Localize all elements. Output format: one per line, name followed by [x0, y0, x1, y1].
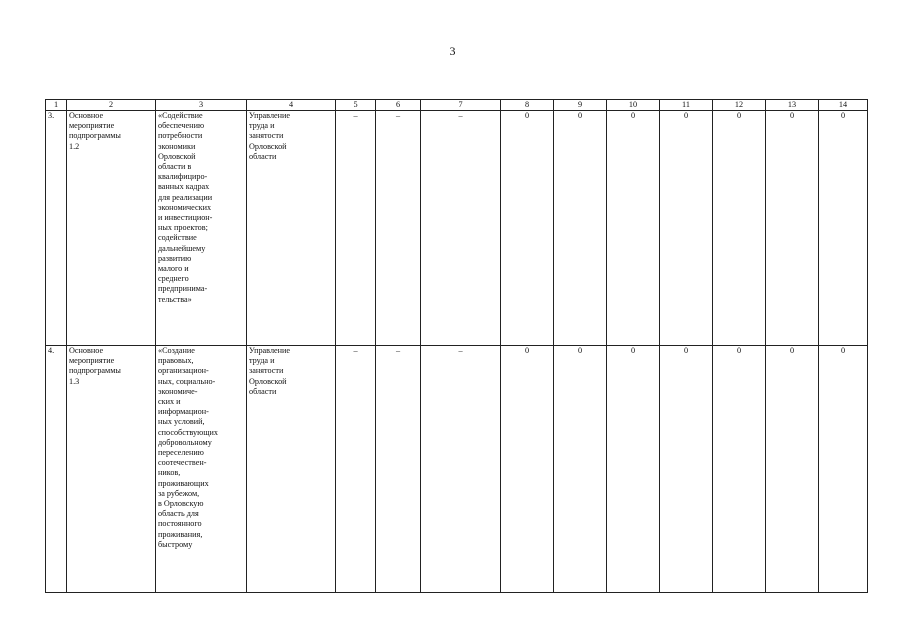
- cell-value-col-6: –: [376, 346, 421, 593]
- description-line: организацион-: [158, 366, 209, 376]
- description-line: области в: [158, 162, 192, 172]
- description-line: ных, социально-: [158, 376, 216, 386]
- column-header: 11: [660, 100, 713, 111]
- cell-description: [156, 346, 247, 593]
- activity-line: мероприятие: [69, 121, 115, 131]
- column-header: 1: [46, 100, 67, 111]
- description-line: обеспечению: [158, 121, 205, 131]
- description-line: «Создание: [158, 346, 195, 355]
- column-header: 3: [156, 100, 247, 111]
- description-line: переселению: [158, 448, 204, 458]
- description-line: проживающих: [158, 478, 209, 488]
- cell-value-col-13: 0: [766, 346, 819, 593]
- description-line: добровольному: [158, 437, 212, 447]
- description-line: за рубежом,: [158, 488, 200, 498]
- executor-line: Орловской: [249, 376, 287, 386]
- description-line: проживания,: [158, 529, 203, 539]
- activity-line: мероприятие: [69, 356, 115, 366]
- cell-value-col-14: 0: [819, 111, 868, 346]
- executor-line: области: [249, 386, 277, 396]
- description-line: развитию: [158, 253, 192, 263]
- column-header: 14: [819, 100, 868, 111]
- activity-line: Основное: [69, 346, 104, 355]
- row-number: 3.: [46, 111, 67, 346]
- description-line: дальнейшему: [158, 243, 206, 253]
- table-header-row: [46, 100, 868, 111]
- description-line: среднего: [158, 274, 189, 284]
- cell-value-col-8: 0: [501, 111, 554, 346]
- description-line: и инвестицион-: [158, 213, 213, 223]
- cell-executor: [247, 346, 336, 593]
- cell-value-col-5: –: [336, 111, 376, 346]
- description-line: экономических: [158, 202, 212, 212]
- description-line: «Содействие: [158, 111, 203, 120]
- executor-line: труда и: [249, 356, 275, 366]
- description-line: в Орловскую: [158, 499, 204, 509]
- description-line: информацион-: [158, 407, 209, 417]
- activity-line: 1.2: [69, 141, 80, 151]
- executor-line: Управление: [249, 346, 291, 355]
- executor-line: Управление: [249, 111, 291, 120]
- executor-line: занятости: [249, 366, 284, 376]
- description-line: постоянного: [158, 519, 202, 529]
- description-line: способствующих: [158, 427, 218, 437]
- cell-value-col-10: 0: [607, 111, 660, 346]
- activity-line: подпрограммы: [69, 131, 121, 141]
- cell-value-col-9: 0: [554, 346, 607, 593]
- description-line: быстрому: [158, 539, 193, 549]
- description-line: область для: [158, 509, 199, 519]
- column-header: 9: [554, 100, 607, 111]
- cell-value-col-10: 0: [607, 346, 660, 593]
- cell-value-col-6: –: [376, 111, 421, 346]
- description-line: предпринима-: [158, 284, 208, 294]
- cell-value-col-7: –: [421, 111, 501, 346]
- description-line: Орловской: [158, 151, 196, 161]
- activity-line: Основное: [69, 111, 104, 120]
- description-line: правовых,: [158, 356, 194, 366]
- description-line: квалифициро-: [158, 172, 208, 182]
- description-line: экономики: [158, 141, 196, 151]
- cell-value-col-9: 0: [554, 111, 607, 346]
- activity-line: 1.3: [69, 376, 80, 386]
- description-line: экономиче-: [158, 386, 198, 396]
- row-number: 4.: [46, 346, 67, 593]
- description-line: тельства»: [158, 294, 192, 304]
- description-line: ников,: [158, 468, 181, 478]
- column-header: 7: [421, 100, 501, 111]
- column-header: 12: [713, 100, 766, 111]
- cell-value-col-8: 0: [501, 346, 554, 593]
- cell-value-col-11: 0: [660, 346, 713, 593]
- column-header: 6: [376, 100, 421, 111]
- cell-value-col-12: 0: [713, 346, 766, 593]
- activity-line: подпрограммы: [69, 366, 121, 376]
- table-row: [46, 111, 868, 346]
- cell-value-col-5: –: [336, 346, 376, 593]
- description-line: малого и: [158, 264, 189, 274]
- description-line: содействие: [158, 233, 197, 243]
- cell-executor: [247, 111, 336, 346]
- cell-activity: [67, 111, 156, 346]
- description-line: ных проектов;: [158, 223, 208, 233]
- data-table: [45, 99, 868, 593]
- column-header: 8: [501, 100, 554, 111]
- table-row: [46, 346, 868, 593]
- cell-value-col-11: 0: [660, 111, 713, 346]
- cell-activity: [67, 346, 156, 593]
- description-line: ванных кадрах: [158, 182, 210, 192]
- description-line: потребности: [158, 131, 203, 141]
- description-line: соотечествен-: [158, 458, 207, 468]
- executor-line: области: [249, 151, 277, 161]
- cell-value-col-14: 0: [819, 346, 868, 593]
- executor-line: занятости: [249, 131, 284, 141]
- column-header: 2: [67, 100, 156, 111]
- column-header: 5: [336, 100, 376, 111]
- column-header: 13: [766, 100, 819, 111]
- cell-value-col-12: 0: [713, 111, 766, 346]
- description-line: для реализации: [158, 192, 213, 202]
- column-header: 4: [247, 100, 336, 111]
- cell-value-col-7: –: [421, 346, 501, 593]
- description-line: ных условий,: [158, 417, 205, 427]
- cell-value-col-13: 0: [766, 111, 819, 346]
- cell-description: [156, 111, 247, 346]
- page-number: 3: [449, 44, 456, 58]
- description-line: ских и: [158, 397, 181, 407]
- executor-line: труда и: [249, 121, 275, 131]
- column-header: 10: [607, 100, 660, 111]
- executor-line: Орловской: [249, 141, 287, 151]
